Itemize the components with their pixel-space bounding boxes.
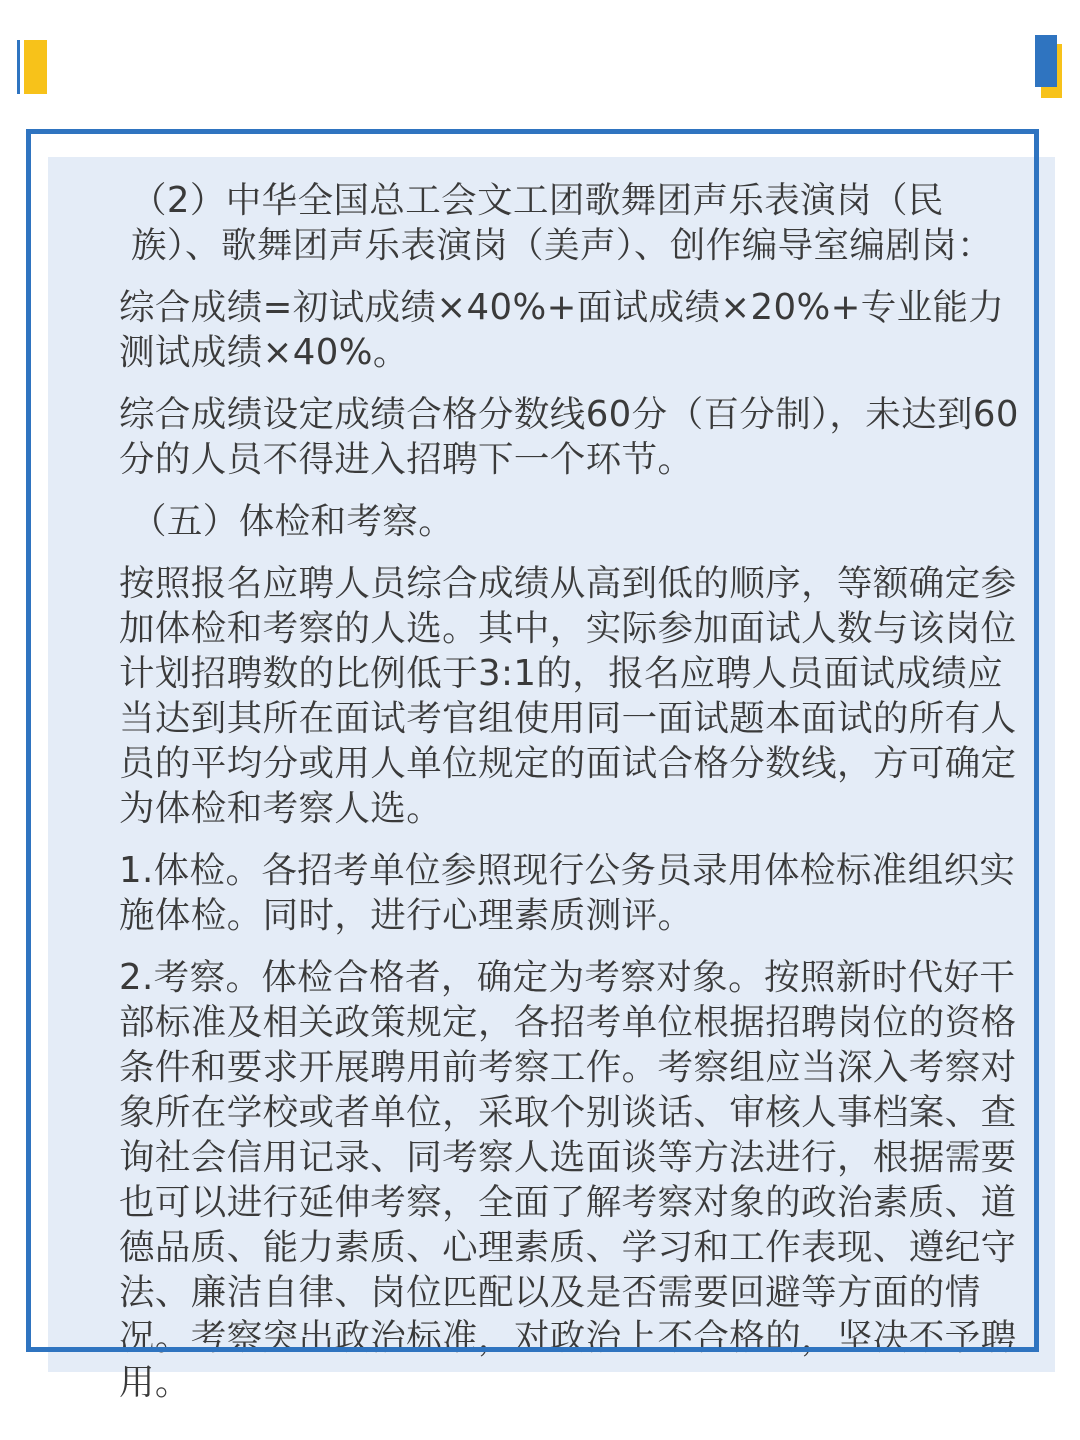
- paragraph-physical-exam: 1.体检。各招考单位参照现行公务员录用体检标准组织实施体检。同时，进行心理素质测评。: [119, 850, 1016, 936]
- paragraph-inspection: 2.考察。体检合格者，确定为考察对象。按照新时代好干部标准及相关政策规定，各招考单位根据招聘岗位的资格条件和要求开展聘用前考察工作。考察组应当深入考察对象所在学校或者单位，采取个别谈话、审核人事档案、查询社会信用记录、同考察人选面谈等方法进行，根据需要也可以进行延伸考察，全面了解考察对象的政治素质、道德品质、能力素质、心理素质、学习和工作表现、遵纪守法、廉洁自律、岗位匹配以及是否需要回避等方面的情况。考察突出政治标准，对政治上不合格的，坚决不予聘用。: [119, 957, 1017, 1403]
- decoration-left-block: [24, 40, 47, 94]
- section-heading-checkup: （五）体检和考察。: [131, 501, 455, 542]
- decoration-left-line: [17, 40, 20, 94]
- document-text: [119, 178, 1019, 1403]
- paragraph-pass-line: 综合成绩设定成绩合格分数线60分（百分制），未达到60分的人员不得进入招聘下一个环节。: [119, 394, 1019, 480]
- paragraph-post-list: （2）中华全国总工会文工团歌舞团声乐表演岗（民族）、歌舞团声乐表演岗（美声）、创作编导室编剧岗：: [131, 180, 994, 266]
- paragraph-candidate-selection: 按照报名应聘人员综合成绩从高到低的顺序，等额确定参加体检和考察的人选。其中，实际参加面试人数与该岗位计划招聘数的比例低于3:1的，报名应聘人员面试成绩应当达到其所在面试考官组使用同一面试题本面试的所有人员的平均分或用人单位规定的面试合格分数线，方可确定为体检和考察人选。: [119, 563, 1017, 829]
- decoration-right-blue-block: [1035, 35, 1057, 87]
- paragraph-score-formula: 综合成绩=初试成绩×40%+面试成绩×20%+专业能力测试成绩×40%。: [119, 287, 1005, 373]
